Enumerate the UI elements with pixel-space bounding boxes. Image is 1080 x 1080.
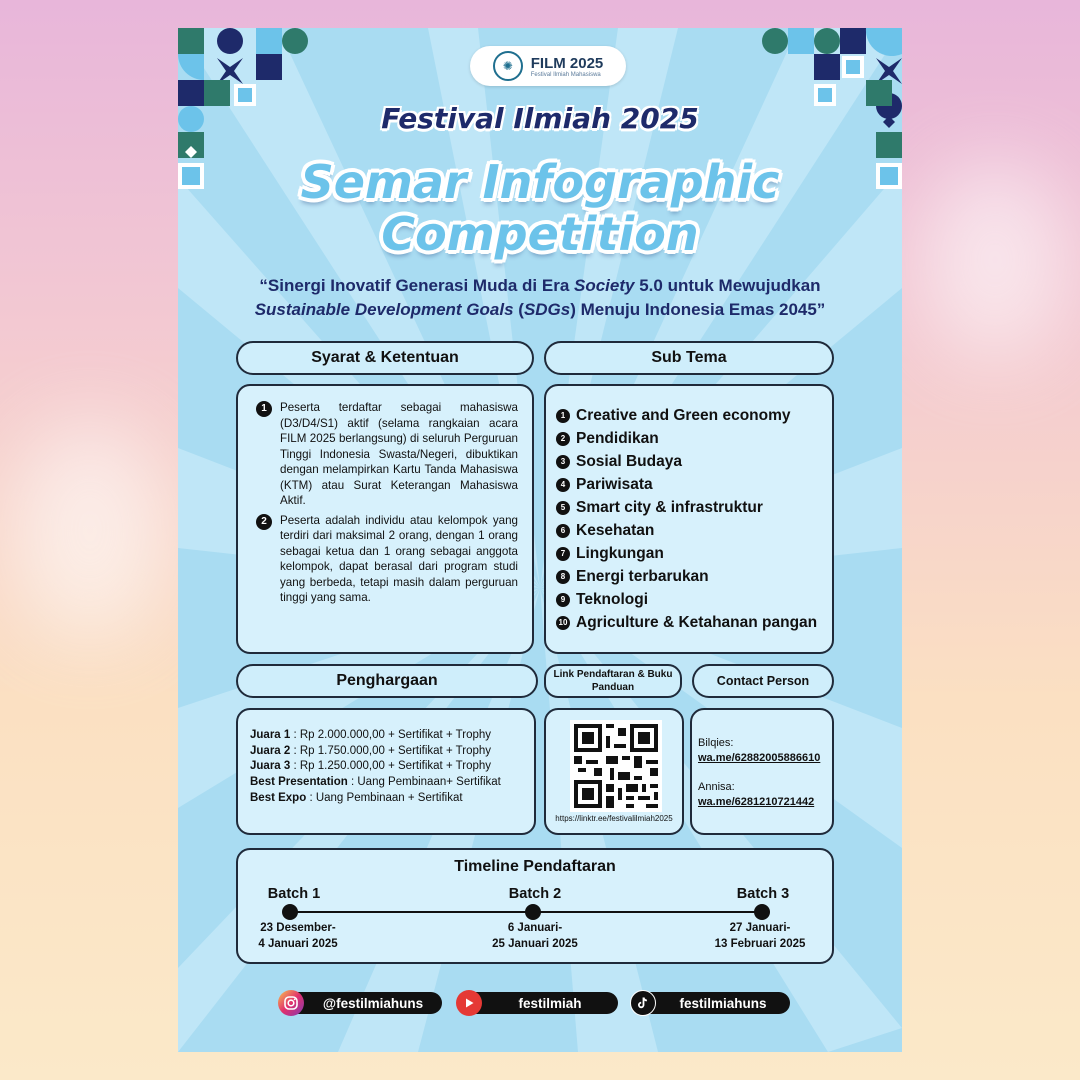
tagline: “Sinergi Inovatif Generasi Muda di Era Society 5.0 untuk Mewujudkan Sustainable Development Goals (SDGs) Menuju Indonesia Emas 2045” xyxy=(254,276,826,319)
qr-code-icon[interactable] xyxy=(570,720,662,812)
timeline-dot xyxy=(282,904,298,920)
timeline-dot xyxy=(525,904,541,920)
timeline-box xyxy=(236,848,834,964)
contact-list xyxy=(698,736,820,810)
penghargaan-box xyxy=(236,708,536,835)
timeline-dot xyxy=(754,904,770,920)
subtema-item: 8 Energi terbarukan xyxy=(556,565,817,588)
award-item: Juara 2 : Rp 1.750.000,00 + Sertifikat + Trophy xyxy=(250,744,492,757)
penghargaan-heading: Penghargaan xyxy=(236,664,538,698)
syarat-heading: Syarat & Ketentuan xyxy=(236,341,534,375)
batch-name: Batch 2 xyxy=(508,886,562,902)
batch-name: Batch 1 xyxy=(267,886,321,902)
festival-title: Festival Ilmiah 2025 xyxy=(381,102,699,135)
syarat-item: 2 Peserta adalah individu atau kelompok yang terdiri dari maksimal 2 orang, dengan 1 orang sebagai ketua dan 1 orang sebagai anggota kelompok, dapat berasal dari program studi yang berbeda, tetapi masih dalam perguruan tinggi yang sama. xyxy=(256,513,518,606)
subtema-heading: Sub Tema xyxy=(544,341,834,375)
award-item: Best Expo : Uang Pembinaan + Sertifikat xyxy=(250,791,463,804)
contact-name: Annisa: xyxy=(698,781,735,793)
batch-name: Batch 3 xyxy=(736,886,790,902)
youtube-link[interactable]: festilmiah xyxy=(458,992,618,1014)
instagram-icon xyxy=(278,990,304,1016)
youtube-icon xyxy=(456,990,482,1016)
award-item: Juara 1 : Rp 2.000.000,00 + Sertifikat + Trophy xyxy=(250,729,492,741)
registration-url[interactable]: https://linktr.ee/festivalilmiah2025 xyxy=(555,814,673,823)
contact-heading: Contact Person xyxy=(692,664,834,698)
link-box xyxy=(544,708,684,835)
tiktok-icon xyxy=(630,990,656,1016)
competition-title: Semar Infographic Competition xyxy=(300,155,780,261)
subtema-item: 9 Teknologi xyxy=(556,588,817,611)
link-heading: Link Pendaftaran & Buku Panduan xyxy=(544,664,682,698)
subtema-item: 1 Creative and Green economy xyxy=(556,404,817,427)
tiktok-link[interactable]: festilmiahuns xyxy=(632,992,790,1014)
background-glow-left xyxy=(10,420,170,640)
background-glow-right xyxy=(920,160,1070,360)
syarat-box xyxy=(236,384,534,654)
subtema-box xyxy=(544,384,834,654)
award-list xyxy=(250,728,501,807)
award-item: Best Presentation : Uang Pembinaan+ Sertifikat xyxy=(250,776,501,789)
subtema-list xyxy=(556,404,817,634)
contact-box xyxy=(690,708,834,835)
subtema-item: 10 Agriculture & Ketahanan pangan xyxy=(556,611,817,634)
contact-link[interactable]: wa.me/62882005886610 xyxy=(698,752,821,764)
syarat-item: 1 Peserta terdaftar sebagai mahasiswa (D3/D4/S1) aktif (selama rangkaian acara FILM 2025 berlangsung) di seluruh Perguruan Tinggi Indonesia Swasta/Negeri, dibuktikan dengan melampirkan Kartu Tanda Mahasiswa (KTM) atau Surat Keterangan Mahasiswa Aktif. xyxy=(256,400,518,509)
subtema-item: 4 Pariwisata xyxy=(556,473,817,496)
subtema-item: 7 Lingkungan xyxy=(556,542,817,565)
contact-link[interactable]: wa.me/6281210721442 xyxy=(698,796,815,808)
contact-name: Bilqies: xyxy=(698,737,734,749)
instagram-link[interactable]: @festilmiahuns xyxy=(280,992,442,1014)
logo-badge xyxy=(470,46,626,86)
timeline-title: Timeline Pendaftaran xyxy=(454,858,616,875)
subtema-item: 6 Kesehatan xyxy=(556,519,817,542)
university-emblem-icon: ✺ xyxy=(493,51,523,81)
award-item: Juara 3 : Rp 1.250.000,00 + Sertifikat + Trophy xyxy=(250,760,492,773)
batch-date: 27 Januari- 13 Februari 2025 xyxy=(714,922,806,950)
batch-date: 6 Januari- 25 Januari 2025 xyxy=(492,922,578,950)
batch-date: 23 Desember- 4 Januari 2025 xyxy=(258,922,338,950)
subtema-item: 2 Pendidikan xyxy=(556,427,817,450)
syarat-list xyxy=(256,400,518,610)
poster xyxy=(178,28,902,1052)
subtema-item: 3 Sosial Budaya xyxy=(556,450,817,473)
subtema-item: 5 Smart city & infrastruktur xyxy=(556,496,817,519)
film-logo: FILM 2025 Festival Ilmiah Mahasiswa xyxy=(530,54,604,78)
